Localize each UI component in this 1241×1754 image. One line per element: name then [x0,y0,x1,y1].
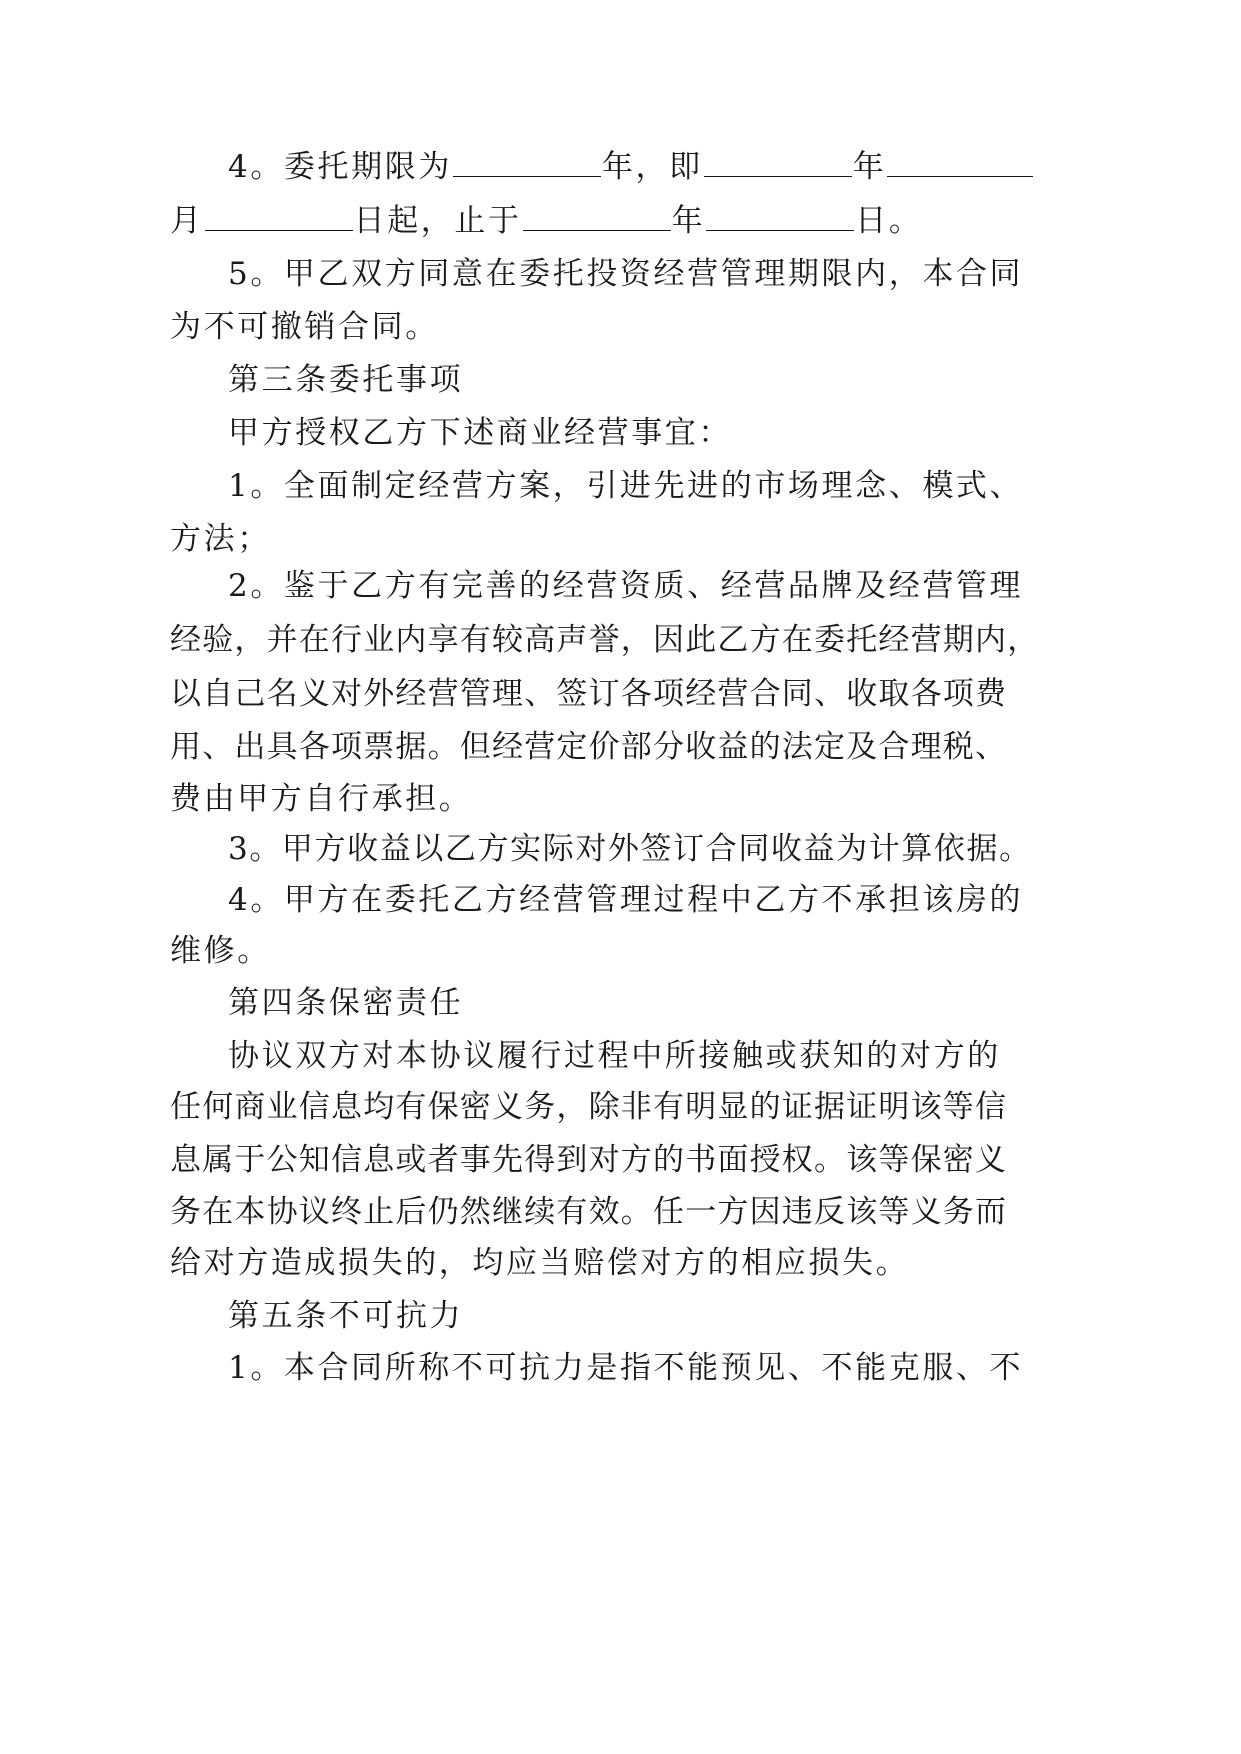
paragraph-line: 务在本协议终止后仍然继续有效。任一方因违反该等义务而 [170,1194,1008,1230]
paragraph-line: 1。全面制定经营方案，引进先进的市场理念、模式、 [228,468,1024,504]
paragraph-line: 用、出具各项票据。但经营定价部分收益的法定及合理税、 [170,729,1008,765]
paragraph-line: 3。甲方收益以乙方实际对外签订合同收益为计算依据。 [228,831,1032,867]
term-mid: 年，即 [601,149,703,185]
paragraph-line: 息属于公知信息或者事先得到对方的书面授权。该等保密义 [170,1142,1008,1178]
paragraph-line: 以自己名义对外经营管理、签订各项经营合同、收取各项费 [170,676,1008,712]
paragraph-line: 维修。 [170,933,271,969]
section-heading: 第四条保密责任 [228,985,464,1021]
blank-field [205,202,353,231]
paragraph-line: 经验，并在行业内享有较高声誉，因此乙方在委托经营期内， [170,622,1040,658]
paragraph-line: 给对方造成损失的，均应当赔偿对方的相应损失。 [170,1245,910,1281]
paragraph-line: 为不可撤销合同。 [170,309,439,345]
paragraph-line: 方法； [170,521,271,557]
section-heading: 第五条不可抗力 [228,1298,464,1334]
term-year: 年 [852,149,887,185]
term-end-year: 年 [671,203,706,239]
section-heading: 第三条委托事项 [228,362,464,398]
blank-field [523,202,671,231]
paragraph-line: 5。甲乙双方同意在委托投资经营管理期限内，本合同 [228,256,1024,292]
paragraph-line: 1。本合同所称不可抗力是指不能预见、不能克服、不 [228,1350,1024,1386]
paragraph-line: 2。鉴于乙方有完善的经营资质、经营品牌及经营管理 [228,568,1024,604]
paragraph-line: 费由甲方自行承担。 [170,781,473,817]
paragraph-line: 4。甲方在委托乙方经营管理过程中乙方不承担该房的 [228,882,1024,918]
paragraph-line: 协议双方对本协议履行过程中所接触或获知的对方的 [228,1038,1001,1074]
blank-field [453,148,601,177]
blank-field [704,148,852,177]
term-date-line [170,201,922,241]
paragraph-line: 任何商业信息均有保密义务，除非有明显的证据证明该等信 [170,1089,1008,1125]
blank-field [887,148,1033,177]
term-line [228,147,1034,187]
term-prefix: 4。委托期限为 [228,149,452,185]
term-start: 日起，止于 [353,203,522,239]
term-month: 月 [170,203,204,239]
blank-field [706,202,854,231]
paragraph-line: 甲方授权乙方下述商业经营事宜： [228,415,732,451]
term-end-day: 日。 [855,203,923,239]
